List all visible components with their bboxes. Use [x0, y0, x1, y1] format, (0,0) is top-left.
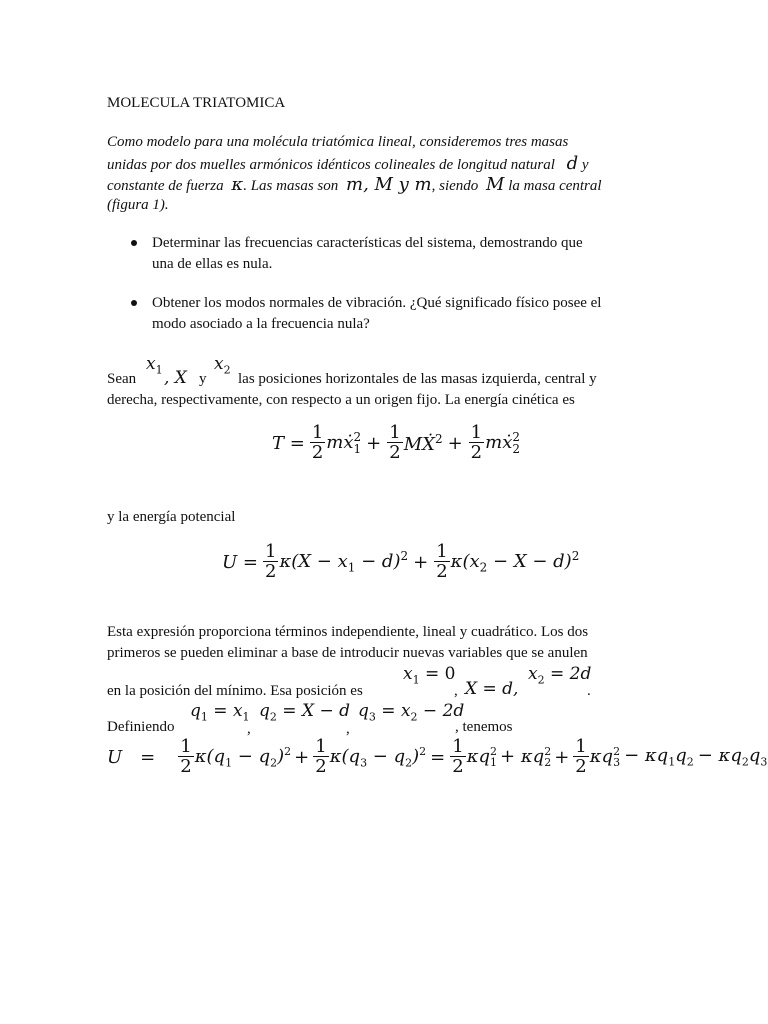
- sup: 2: [284, 744, 292, 758]
- equation-kinetic-energy: [272, 422, 520, 463]
- period: .: [587, 683, 591, 699]
- sub: 2: [405, 756, 413, 770]
- numerator: 1: [180, 736, 192, 757]
- numerator: 1: [436, 541, 448, 562]
- term-text: κ(X − x: [279, 551, 348, 573]
- math-x1: [146, 354, 163, 376]
- bullet-dot: [131, 300, 137, 306]
- sub: 1: [353, 442, 362, 456]
- comma: ,: [454, 683, 458, 699]
- term-text: − q: [232, 745, 271, 767]
- plus-sign: +: [366, 432, 382, 454]
- intro-line-4: (figura 1).: [107, 197, 169, 213]
- sub: 2: [741, 755, 749, 769]
- sub: 2: [512, 442, 520, 456]
- math-tail: = x: [207, 701, 243, 721]
- term-tail: − d): [355, 551, 401, 573]
- denominator: 2: [452, 756, 464, 777]
- sup: 2: [434, 431, 443, 446]
- math-x1-eq-0: [403, 664, 455, 686]
- term-text: ): [277, 745, 285, 767]
- fraction-one-half: [469, 424, 484, 462]
- term-text: κ(q: [194, 745, 226, 767]
- math-tail: = x: [375, 701, 411, 721]
- definiendo-word: Definiendo: [107, 719, 175, 735]
- intro-line-1: Como modelo para una molécula triatómica lineal, consideremos tres masas: [107, 134, 569, 150]
- math-x2-eq-2d: [528, 664, 591, 686]
- denominator: 2: [264, 561, 277, 582]
- math-q: q: [190, 701, 201, 721]
- intro-line-3-tail2: la masa central: [508, 178, 602, 194]
- plus-sign: +: [447, 432, 463, 454]
- denominator: 2: [311, 442, 324, 463]
- sup: 2: [353, 430, 362, 444]
- math-tail: = X − d: [276, 701, 350, 721]
- eq-lhs: U =: [222, 551, 258, 573]
- sub: 2: [686, 755, 694, 769]
- numerator: 1: [452, 736, 464, 757]
- eq-term-4: [500, 746, 551, 768]
- eq-lhs: T =: [272, 432, 305, 454]
- equation-potential-normal-coords: [107, 736, 768, 777]
- term-text: − κq: [624, 745, 669, 767]
- sup: 2: [400, 549, 409, 564]
- math-q2-def: [259, 701, 350, 723]
- math-sub: 1: [200, 710, 208, 724]
- para2-line-2: primeros se pueden eliminar a base de introducir nuevas variables que se anulen: [107, 645, 588, 661]
- math-x2: [214, 354, 231, 376]
- eq-term-3: [467, 746, 497, 768]
- math-sub: 1: [155, 363, 163, 377]
- eq-term-2: [404, 432, 443, 455]
- comma: ,: [346, 721, 350, 737]
- sub: 1: [347, 560, 356, 575]
- eq-term-2: [330, 745, 426, 770]
- intro-line-2: [107, 153, 589, 176]
- sup: 2: [512, 430, 520, 444]
- math-q: q: [259, 701, 270, 721]
- math-q: q: [358, 701, 369, 721]
- math-sub: 1: [242, 710, 250, 724]
- math-sub: 1: [412, 673, 420, 687]
- math-d: d: [566, 153, 579, 174]
- bullet-1-line-1: Determinar las frecuencias características del sistema, demostrando que: [152, 235, 583, 251]
- sub: 3: [760, 755, 768, 769]
- bullet-2-line-2: modo asociado a la frecuencia nula?: [152, 316, 370, 332]
- comma: ,: [247, 721, 251, 737]
- numerator: 1: [264, 541, 277, 562]
- term-text: ): [412, 745, 420, 767]
- term-tail: − X − d): [487, 551, 572, 573]
- potential-energy-label: y la energía potencial: [107, 509, 236, 525]
- numerator: 1: [311, 422, 324, 443]
- intro-line-2-text: unidas por dos muelles armónicos idénticos colineales de longitud natural: [107, 157, 555, 173]
- math-tail: = 0: [419, 664, 456, 684]
- equals-sign: =: [140, 746, 156, 768]
- math-masses: m, M y m: [346, 174, 432, 195]
- math-sub: 3: [368, 710, 376, 724]
- numerator: 1: [389, 422, 401, 443]
- math-x: x: [214, 354, 224, 374]
- fraction-one-half: [310, 424, 325, 462]
- eq-term-1: [195, 745, 291, 770]
- sub: 1: [225, 756, 233, 770]
- math-comma-X: , X: [164, 368, 187, 388]
- intro-line-3-text: constante de fuerza: [107, 178, 224, 194]
- term-text: κq: [589, 746, 614, 767]
- math-sub: 2: [269, 710, 277, 724]
- term-text: − κq: [697, 745, 742, 767]
- sup: 2: [613, 745, 621, 758]
- math-tail: − 2d: [417, 701, 465, 721]
- page-title: MOLECULA TRIATOMICA: [107, 95, 286, 111]
- term-text: κq: [466, 746, 491, 767]
- fraction-one-half: [387, 424, 402, 462]
- plus-sign: +: [554, 746, 570, 768]
- sean-y: y: [199, 371, 207, 387]
- numerator: 1: [315, 736, 327, 757]
- sub: 2: [479, 560, 488, 575]
- sub: 3: [360, 756, 368, 770]
- fraction-one-half: [434, 543, 449, 581]
- equation-potential-energy: [222, 541, 580, 582]
- math-q3-def: [358, 701, 464, 723]
- term-text: + κq: [500, 746, 545, 767]
- sup: 2: [544, 745, 552, 758]
- term-text: κ(q: [329, 745, 361, 767]
- sean-line-2: derecha, respectivamente, con respecto a un origen fijo. La energía cinética es: [107, 392, 575, 408]
- eq-term-3: [485, 431, 520, 455]
- sub: 2: [544, 756, 552, 769]
- math-kappa: κ: [231, 174, 244, 195]
- sean-word: Sean: [107, 371, 137, 387]
- intro-line-3: [107, 174, 602, 197]
- term-text: MẊ: [403, 433, 435, 455]
- eq-term-6: [624, 745, 694, 769]
- term-text: − q: [367, 745, 406, 767]
- plus-sign: +: [294, 746, 310, 768]
- denominator: 2: [575, 756, 587, 777]
- term-text: mẋ: [485, 432, 513, 453]
- math-sub: 2: [223, 363, 231, 377]
- sub: 1: [490, 756, 498, 769]
- sub: 3: [613, 756, 621, 769]
- eq-term-7: [698, 745, 768, 769]
- eq-term-1: [326, 431, 361, 455]
- math-tail: = 2d: [544, 664, 592, 684]
- para2-line-3: en la posición del mínimo. Esa posición es: [107, 683, 363, 699]
- denominator: 2: [315, 756, 327, 777]
- sub: 1: [668, 755, 676, 769]
- sup: 2: [419, 744, 427, 758]
- sub: 2: [270, 756, 278, 770]
- sup: 2: [490, 745, 498, 758]
- fraction-one-half: [450, 738, 465, 776]
- numerator: 1: [575, 736, 587, 757]
- term-text: q: [748, 745, 761, 767]
- term-text: mẋ: [326, 432, 354, 453]
- math-q1-def: [190, 701, 250, 723]
- para2-line-1: Esta expresión proporciona términos independiente, lineal y cuadrático. Los dos: [107, 624, 589, 640]
- plus-sign: +: [413, 551, 429, 573]
- eq-U: U: [107, 746, 123, 768]
- bullet-1-line-2: una de ellas es nula.: [152, 256, 273, 272]
- tenemos: , tenemos: [455, 719, 513, 735]
- fraction-one-half: [263, 543, 278, 581]
- intro-line-3-mid: . Las masas son: [243, 178, 339, 194]
- bullet-dot: [131, 240, 137, 246]
- denominator: 2: [436, 561, 448, 582]
- math-sub: 2: [410, 710, 418, 724]
- math-M: M: [486, 174, 505, 195]
- numerator: 1: [470, 422, 483, 443]
- math-x: x: [528, 664, 538, 684]
- intro-line-2-tail: y: [581, 157, 589, 173]
- math-sub: 2: [537, 673, 545, 687]
- eq-term-1: [279, 549, 408, 575]
- fraction-one-half: [313, 738, 328, 776]
- sean-line-1-tail: las posiciones horizontales de las masas izquierda, central y: [238, 371, 597, 387]
- term-text: q: [675, 745, 687, 767]
- sup: 2: [571, 549, 580, 564]
- intro-line-3-tail1: , siendo: [431, 178, 479, 194]
- eq-term-5: [590, 746, 620, 768]
- term-text: κ(x: [450, 551, 480, 573]
- math-x: x: [146, 354, 156, 374]
- denominator: 2: [180, 756, 192, 777]
- eq-term-2: [451, 549, 580, 575]
- fraction-one-half: [573, 738, 588, 776]
- equals-sign: =: [430, 746, 446, 768]
- math-X-eq-d: X = d,: [465, 679, 519, 699]
- denominator: 2: [389, 442, 401, 463]
- denominator: 2: [470, 442, 483, 463]
- math-x: x: [403, 664, 413, 684]
- bullet-2-line-1: Obtener los modos normales de vibración. ¿Qué significado físico posee el: [152, 295, 602, 311]
- fraction-one-half: [178, 738, 193, 776]
